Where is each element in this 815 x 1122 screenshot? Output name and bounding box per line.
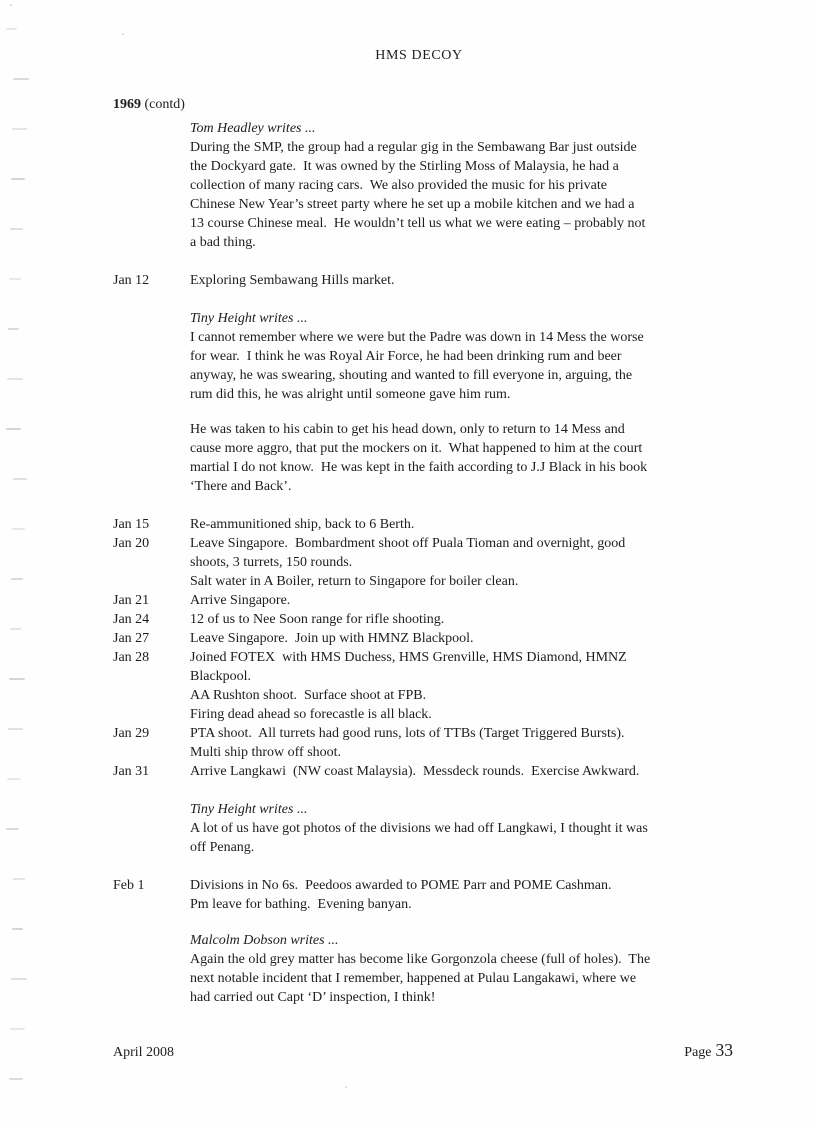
narrative-block (190, 309, 758, 404)
binding-mark (10, 1028, 25, 1030)
entry-text (190, 648, 758, 724)
diary-entry (113, 762, 758, 781)
binding-mark (13, 878, 25, 880)
binding-mark (13, 478, 27, 480)
page-footer (113, 1041, 733, 1062)
text-line: Arrive Singapore. (190, 593, 291, 608)
binding-mark (8, 328, 19, 330)
diary-entry (113, 876, 758, 914)
entry-text (190, 610, 758, 629)
binding-mark (12, 528, 25, 530)
text-line: the Dockyard gate. It was owned by the Stirling Moss of Malaysia, he had a (190, 159, 619, 174)
binding-mark (9, 678, 25, 680)
entry-date: Jan 31 (113, 764, 150, 779)
text-line: I cannot remember where we were but the Padre was down in 14 Mess the worse (190, 330, 644, 345)
scan-speck (122, 33, 124, 35)
text-line: AA Rushton shoot. Surface shoot at FPB. (190, 688, 427, 703)
text-line: had carried out Capt ‘D’ inspection, I think! (190, 990, 436, 1005)
text-line: Chinese New Year’s street party where he set up a mobile kitchen and we had a (190, 197, 635, 212)
text-line: Firing dead ahead so forecastle is all black. (190, 707, 432, 722)
text-line: next notable incident that I remember, happened at Pulau Langakawi, where we (190, 971, 637, 986)
text-line: 13 course Chinese meal. He wouldn’t tell us what we were eating – probably not (190, 216, 646, 231)
year-heading (113, 95, 758, 114)
diary-entry (113, 515, 758, 534)
page-label: Page (684, 1045, 712, 1060)
binding-mark (11, 578, 23, 580)
diary-blocks (113, 119, 758, 1007)
text-line: A lot of us have got photos of the divisions we had off Langkawi, I thought it was (190, 821, 648, 836)
binding-mark (6, 28, 17, 30)
diary-entry (113, 610, 758, 629)
attribution: Tiny Height writes ... (190, 311, 308, 326)
entry-date: Feb 1 (113, 878, 145, 893)
text-line: During the SMP, the group had a regular gig in the Sembawang Bar just outside (190, 140, 637, 155)
text-line: Re-ammunitioned ship, back to 6 Berth. (190, 517, 415, 532)
diary-entry (113, 534, 758, 591)
binding-mark (10, 628, 21, 630)
binding-mark (11, 978, 27, 980)
text-line: Blackpool. (190, 669, 252, 684)
binding-mark (9, 1078, 23, 1080)
entry-date: Jan 24 (113, 612, 150, 627)
text-line: Leave Singapore. Join up with HMNZ Blackpool. (190, 631, 474, 646)
entry-date: Jan 21 (113, 593, 150, 608)
text-line: Arrive Langkawi (NW coast Malaysia). Messdeck rounds. Exercise Awkward. (190, 764, 640, 779)
entry-date: Jan 29 (113, 726, 150, 741)
entry-date: Jan 20 (113, 536, 150, 551)
page-number-value: 33 (715, 1040, 733, 1060)
page-content (113, 95, 758, 1007)
text-line: Multi ship throw off shoot. (190, 745, 342, 760)
year-suffix: (contd) (141, 97, 185, 112)
document-title: HMS DECOY (375, 48, 463, 63)
entry-group (113, 876, 758, 914)
text-line: Salt water in A Boiler, return to Singapore for boiler clean. (190, 574, 519, 589)
entry-group (113, 515, 758, 781)
binding-mark (7, 378, 23, 380)
entry-text (190, 271, 758, 290)
text-line: a bad thing. (190, 235, 256, 250)
entry-text (190, 591, 758, 610)
entry-text (190, 876, 758, 914)
footer-date: April 2008 (113, 1045, 175, 1060)
attribution: Malcolm Dobson writes ... (190, 933, 339, 948)
scan-speck (10, 4, 12, 6)
narrative-block (190, 119, 758, 252)
year-label: 1969 (113, 97, 141, 112)
attribution: Tiny Height writes ... (190, 802, 308, 817)
text-line: Divisions in No 6s. Peedoos awarded to POME Parr and POME Cashman. (190, 878, 612, 893)
text-line: 12 of us to Nee Soon range for rifle shooting. (190, 612, 445, 627)
binding-mark (11, 178, 25, 180)
narrative-block (190, 800, 758, 857)
text-line: Exploring Sembawang Hills market. (190, 273, 395, 288)
text-line: cause more aggro, that put the mockers on it. What happened to him at the court (190, 441, 643, 456)
text-line: off Penang. (190, 840, 255, 855)
text-line: shoots, 3 turrets, 150 rounds. (190, 555, 353, 570)
diary-entry (113, 648, 758, 724)
text-line: Joined FOTEX with HMS Duchess, HMS Grenville, HMS Diamond, HMNZ (190, 650, 627, 665)
attribution: Tom Headley writes ... (190, 121, 316, 136)
diary-entry (113, 591, 758, 610)
entry-date: Jan 12 (113, 273, 150, 288)
entry-text (190, 515, 758, 534)
text-line: for wear. I think he was Royal Air Force, he had been drinking rum and beer (190, 349, 622, 364)
diary-entry (113, 629, 758, 648)
text-line: PTA shoot. All turrets had good runs, lots of TTBs (Target Triggered Bursts). (190, 726, 625, 741)
text-line: ‘There and Back’. (190, 479, 292, 494)
entry-date: Jan 27 (113, 631, 150, 646)
narrative-block (190, 931, 758, 1007)
binding-mark (12, 928, 23, 930)
text-line: rum did this, he was alright until someone gave him rum. (190, 387, 511, 402)
narrative-block (190, 420, 758, 496)
binding-mark (9, 278, 21, 280)
binding-mark (13, 78, 29, 80)
entry-date: Jan 28 (113, 650, 150, 665)
scan-speck (345, 1086, 347, 1088)
entry-date: Jan 15 (113, 517, 150, 532)
entry-text (190, 629, 758, 648)
entry-group (113, 271, 758, 290)
text-line: anyway, he was swearing, shouting and wanted to fill everyone in, arguing, the (190, 368, 633, 383)
binding-mark (6, 428, 21, 430)
text-line: Leave Singapore. Bombardment shoot off Puala Tioman and overnight, good (190, 536, 626, 551)
footer-page-number (684, 1041, 733, 1062)
diary-entry (113, 724, 758, 762)
text-line: He was taken to his cabin to get his head down, only to return to 14 Mess and (190, 422, 625, 437)
binding-mark (7, 778, 21, 780)
text-line: Pm leave for bathing. Evening banyan. (190, 897, 412, 912)
text-line: collection of many racing cars. We also provided the music for his private (190, 178, 607, 193)
binding-mark (6, 828, 19, 830)
diary-entry (113, 271, 758, 290)
text-line: Again the old grey matter has become like Gorgonzola cheese (full of holes). The (190, 952, 651, 967)
entry-text (190, 534, 758, 591)
text-line: martial I do not know. He was kept in the faith according to J.J Black in his book (190, 460, 648, 475)
binding-mark (8, 728, 23, 730)
binding-mark (10, 228, 23, 230)
entry-text (190, 724, 758, 762)
binding-mark (12, 128, 27, 130)
entry-text (190, 762, 758, 781)
